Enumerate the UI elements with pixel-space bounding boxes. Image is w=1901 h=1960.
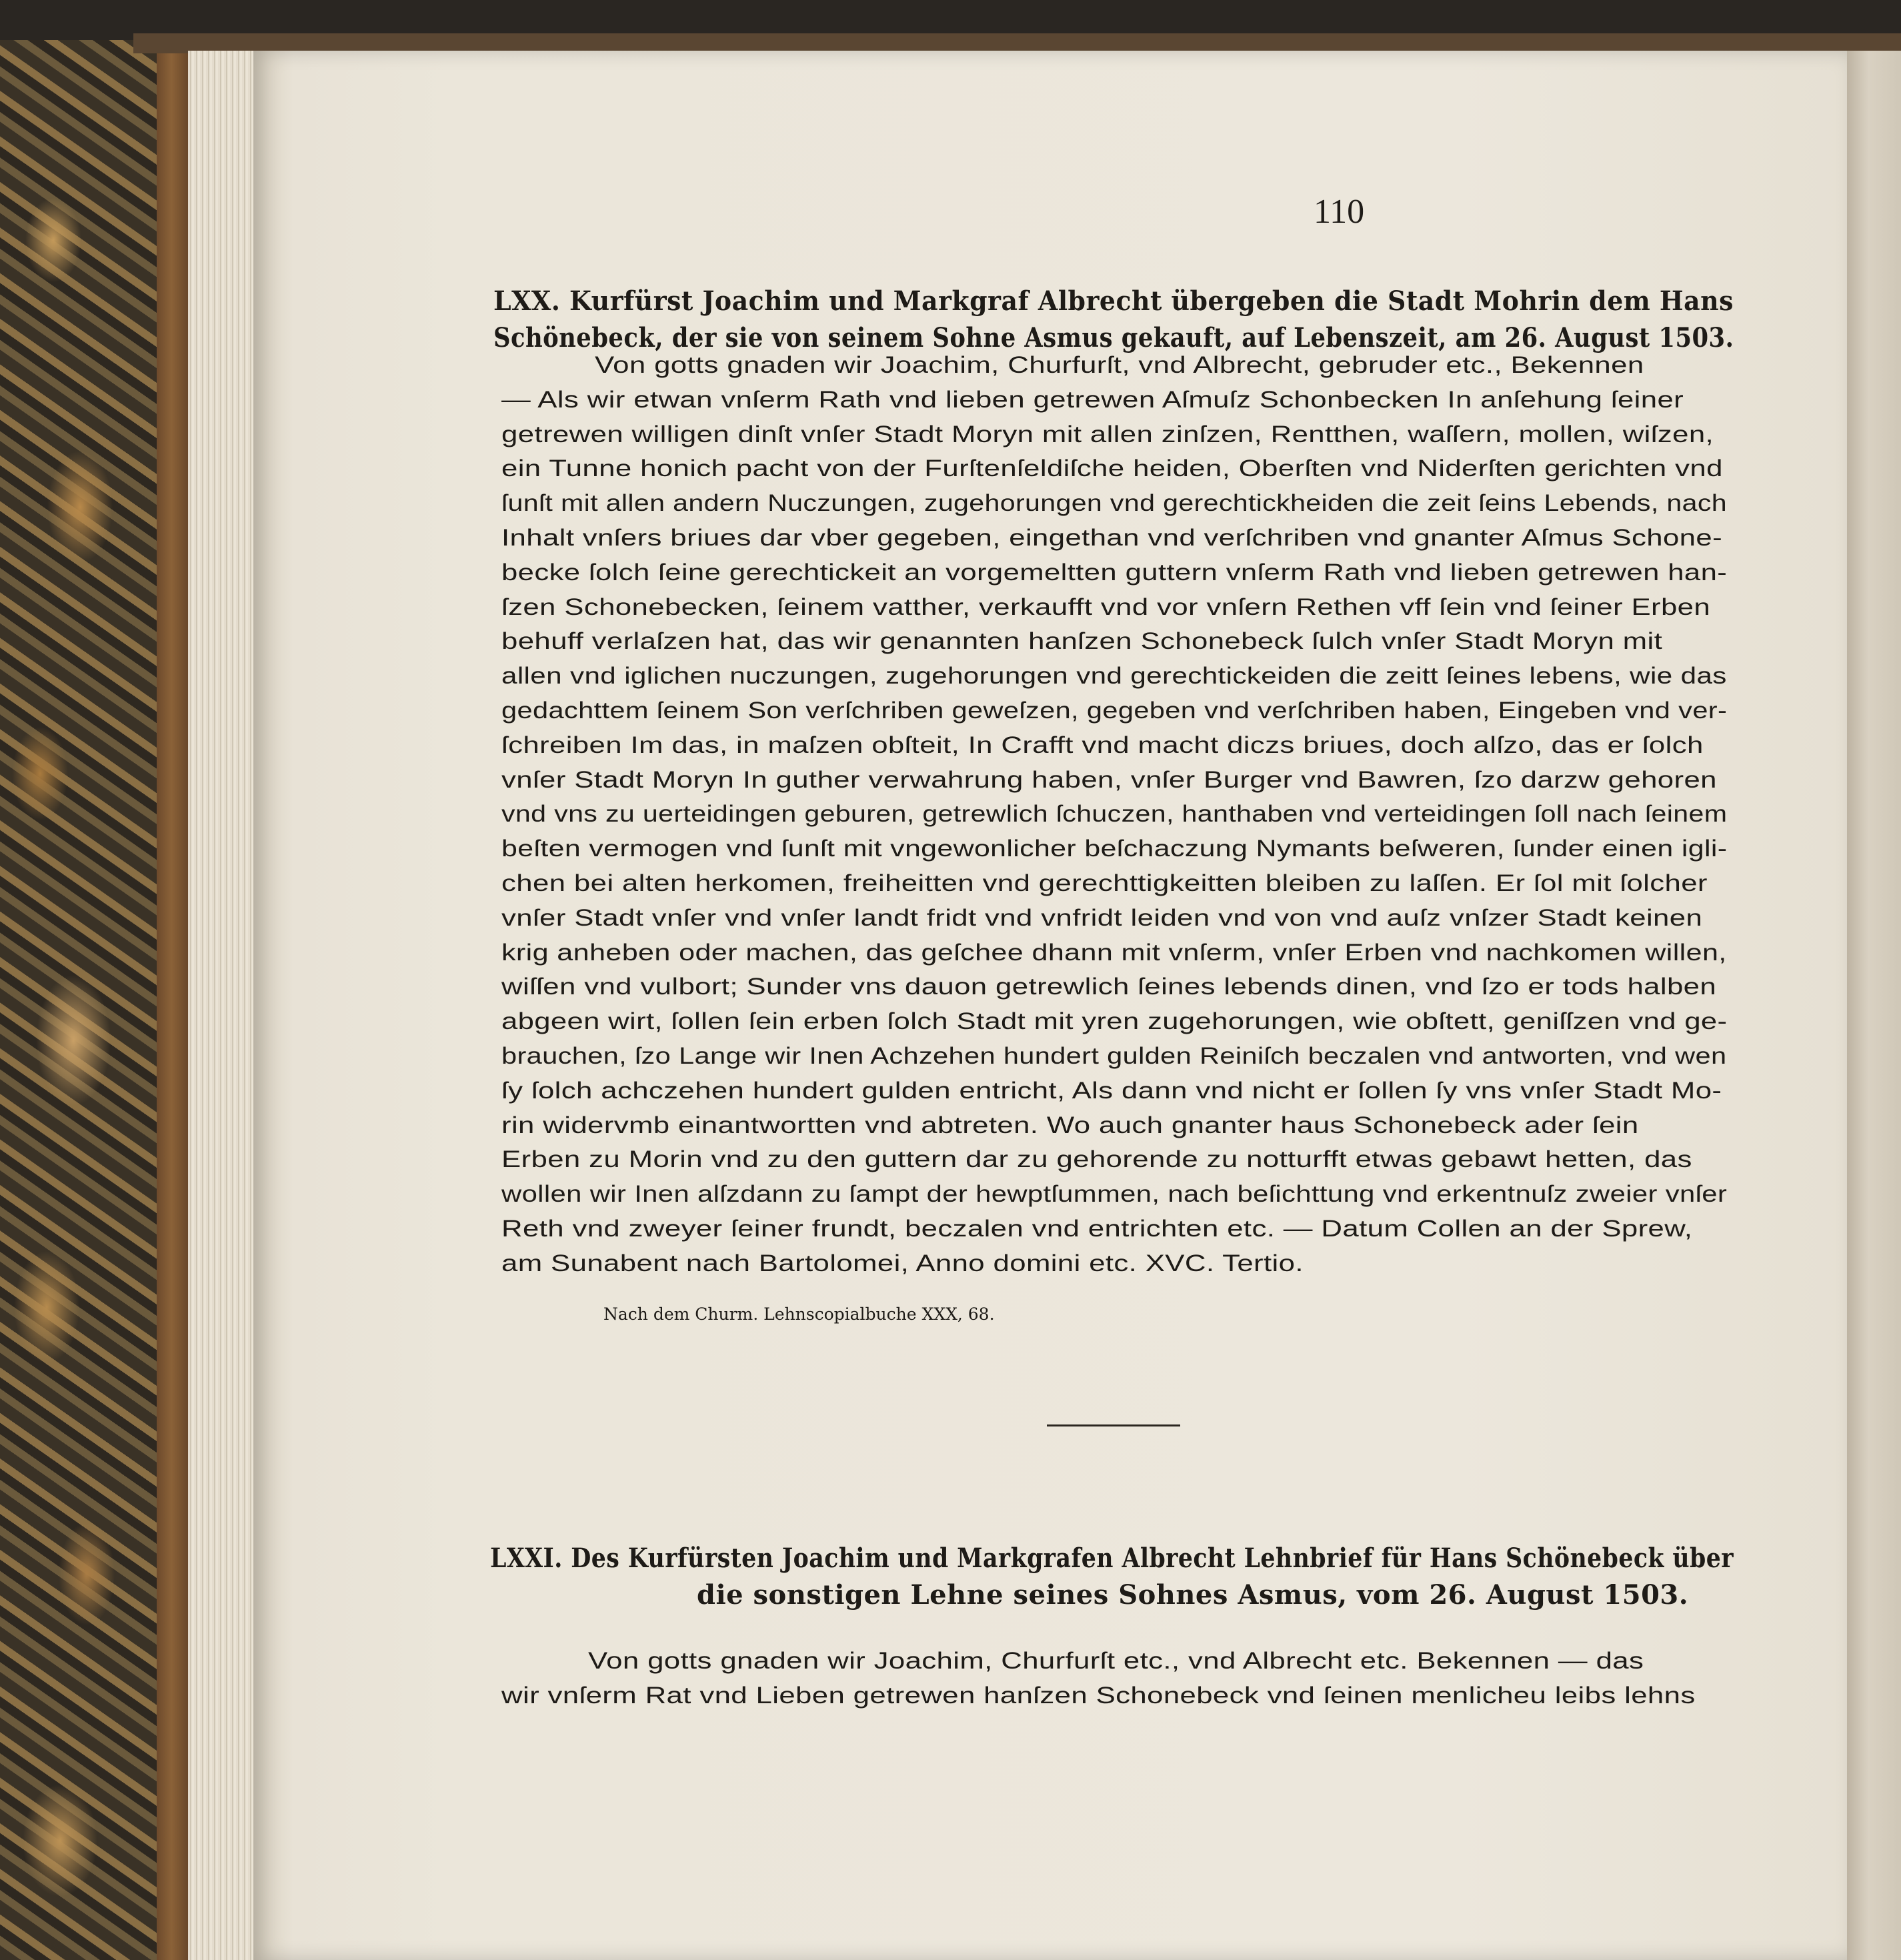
doc1-body-line: ſunſt mit allen andern Nuczungen, zugehorungen vnd gerechtickheiden die zeit ſeins Lebends, nach xyxy=(501,490,1727,517)
doc1-body-line: Von gotts gnaden wir Joachim, Churfurſt, vnd Albrecht, gebruder etc., Bekennen xyxy=(595,352,1644,378)
doc1-body-line: ſy ſolch achczehen hundert gulden entricht, Als dann vnd nicht er ſollen ſy vns vnſer Stadt Mo- xyxy=(501,1077,1722,1104)
doc1-body-line: krig anheben oder machen, das geſchee dhann mit vnſerm, vnſer Erben vnd nachkomen willen, xyxy=(501,939,1727,966)
doc1-body-line: chen bei alten herkomen, freiheitten vnd gerechttigkeitten bleiben zu laſſen. Er ſol mit ſolcher xyxy=(501,870,1708,896)
doc1-body-line: brauchen, ſzo Lange wir Inen Achzehen hundert gulden Reiniſch beczalen vnd antworten, vnd wen xyxy=(501,1043,1727,1069)
doc2-body-line: Von gotts gnaden wir Joachim, Churfurſt etc., vnd Albrecht etc. Bekennen — das xyxy=(588,1648,1644,1674)
doc1-body-line: vnd vns zu uerteidingen geburen, getrewlich ſchuczen, hanthaben vnd verteidingen ſoll nach ſeinem xyxy=(501,801,1728,828)
doc1-body-line: becke ſolch ſeine gerechtickeit an vorgemeltten guttern vnſerm Rath vnd lieben getrewen han- xyxy=(501,559,1728,586)
doc2-heading-line-2: die sonstigen Lehne seines Sohnes Asmus, vom 26. August 1503. xyxy=(697,1579,1689,1611)
doc1-body-line: behuff verlaſzen hat, das wir genannten hanſzen Schonebeck ſulch vnſer Stadt Moryn mit xyxy=(501,628,1663,655)
doc1-body-line: Reth vnd zweyer ſeiner frundt, beczalen vnd entrichten etc. — Datum Collen an der Sprew, xyxy=(501,1216,1693,1242)
doc1-body-line: vnſer Stadt Moryn In guther verwahrung haben, vnſer Burger vnd Bawren, ſzo darzw gehoren xyxy=(501,766,1717,793)
doc1-body-line: gedachttem ſeinem Son verſchriben geweſzen, gegeben vnd verſchriben haben, Eingeben vnd ver- xyxy=(501,698,1728,724)
facing-page-edge xyxy=(1847,51,1901,1960)
doc1-body-line: allen vnd iglichen nuczungen, zugehorungen vnd gerechtickeiden die zeitt ſeines lebens, wie das xyxy=(501,663,1727,690)
doc1-body-line: ſzen Schonebecken, ſeinem vatther, verkaufft vnd vor vnſern Rethen vff ſein vnd ſeiner Erben xyxy=(501,594,1711,620)
page-number: 110 xyxy=(1314,193,1365,231)
doc1-body-line: ſchreiben Im das, in maſzen obſteit, In Crafft vnd macht diczs briues, doch alſzo, das er ſolch xyxy=(501,732,1704,758)
doc1-body-line: rin widervmb einantwortten vnd abtreten. Wo auch gnanter haus Schonebeck ader ſein xyxy=(501,1112,1639,1138)
section-divider xyxy=(1047,1424,1180,1426)
doc1-body-line: wollen wir Inen alſzdann zu ſampt der hewptſummen, nach beſichttung vnd erkentnuſz zweier vnſer xyxy=(501,1181,1728,1208)
doc1-body-line: — Als wir etwan vnſerm Rath vnd lieben getrewen Aſmuſz Schonbecken In anſehung ſeiner xyxy=(501,386,1684,413)
doc1-body-line: ein Tunne honich pacht von der Furſtenſeldiſche heiden, Oberſten vnd Niderſten gerichten vnd xyxy=(501,455,1723,482)
doc1-body-line: abgeen wirt, ſollen ſein erben ſolch Stadt mit yren zugehorungen, wie obſtett, geniſſzen vnd ge- xyxy=(501,1008,1728,1035)
doc1-body-line: am Sunabent nach Bartolomei, Anno domini etc. XVC. Tertio. xyxy=(501,1250,1304,1276)
page-edges xyxy=(188,51,255,1960)
doc1-body-line: vnſer Stadt vnſer vnd vnſer landt fridt vnd vnfridt leiden vnd von vnd auſz vnſzer Stadt keinen xyxy=(501,904,1703,931)
doc2-body-line: wir vnſerm Rat vnd Lieben getrewen hanſzen Schonebeck vnd ſeinen menlicheu leibs lehns xyxy=(501,1683,1696,1709)
doc1-body-line: wiſſen vnd vulbort; Sunder vns dauon getrewlich ſeines lebends dinen, vnd ſzo er tods halben xyxy=(501,974,1717,1000)
doc1-body-line: beſten vermogen vnd ſunſt mit vngewonlicher beſchaczung Nymants beſweren, ſunder einen igli- xyxy=(501,836,1728,862)
doc1-body-line: getrewen willigen dinſt vnſer Stadt Moryn mit allen zinſzen, Rentthen, waſſern, mollen, wiſzen, xyxy=(501,421,1714,447)
doc1-body-line: Erben zu Morin vnd zu den guttern dar zu gehorende zu notturfft etwas gebawt hetten, das xyxy=(501,1146,1692,1173)
doc1-heading-line-2: Schönebeck, der sie von seinem Sohne Asmus gekauft, auf Lebenszeit, am 26. August 1503. xyxy=(493,322,1734,353)
doc1-body-line: Inhalt vnſers briues dar vber gegeben, eingethan vnd verſchriben vnd gnanter Aſmus Schone- xyxy=(501,525,1723,551)
doc1-source-note: Nach dem Churm. Lehnscopialbuche XXX, 68. xyxy=(603,1304,995,1324)
doc2-heading-line-1: LXXI. Des Kurfürsten Joachim und Markgrafen Albrecht Lehnbrief für Hans Schönebeck über xyxy=(490,1543,1734,1574)
book-page xyxy=(253,51,1847,1960)
doc1-heading-line-1: LXX. Kurfürst Joachim und Markgraf Albrecht übergeben die Stadt Mohrin dem Hans xyxy=(493,285,1734,317)
